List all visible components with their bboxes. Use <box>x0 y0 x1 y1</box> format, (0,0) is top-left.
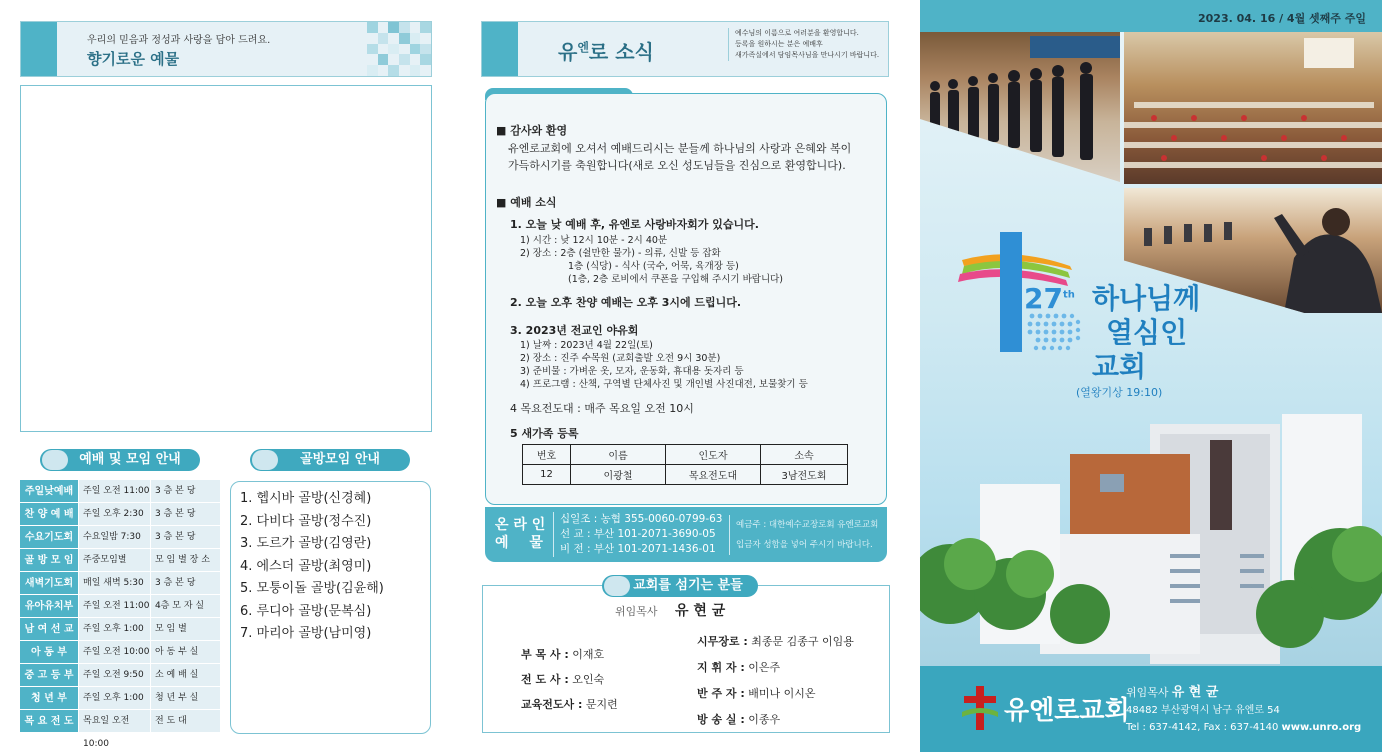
header-stripe <box>21 22 57 76</box>
church-building <box>920 384 1382 664</box>
account-holder: 예금주 : 대한예수교장로회 유엔로교회 입금자 성함을 넣어 주시기 바랍니다. <box>729 515 878 555</box>
offering-subtitle: 우리의 믿음과 정성과 사랑을 담아 드려요. <box>87 35 271 46</box>
service-date: 2023. 04. 16 / 4월 셋째주 주일 <box>1198 12 1366 25</box>
pill-dot <box>252 450 278 470</box>
church-name-logo: 유엔로교회 <box>1004 696 1130 726</box>
new-member-table <box>522 444 848 485</box>
schedule-row: 남 여 선 교 주일 오후 1:00 모 임 별 <box>20 618 220 641</box>
group-item: 4. 에스더 골방(최영미) <box>240 558 372 574</box>
servants-box: 위임목사 유 현 균 부 목 사 : 이재호 전 도 사 : 오인숙 교육전도사 : 문지련 시무장로 : 최종문 김종구 이임용 지 휘 자 : 이은주 반 주 자 : 배미나 이시온 방 송 실 : 이종우 <box>482 585 890 733</box>
servants-title-pill: 교회를 섬기는 분들 <box>602 575 758 597</box>
group-item: 2. 다비다 골방(정수진) <box>240 513 372 529</box>
congregation-photo <box>1124 32 1382 184</box>
groups-title-pill: 골방모임 안내 <box>250 449 410 471</box>
offering-title: 향기로운 예물 <box>87 50 180 68</box>
footer-info: 위임목사 유 현 균 48482 부산광역시 남구 유엔로 54 Tel : 637-4142, Fax : 637-4140 www.unro.org <box>1126 685 1362 733</box>
header-stripe <box>482 22 518 76</box>
group-item: 3. 도르가 골방(김영란) <box>240 536 372 551</box>
news-intro: 예수님의 이름으로 여러분을 환영합니다. 등록을 원하시는 분은 예배후 새가족실에서 담임목사님을 만나시기 바랍니다. <box>728 28 888 61</box>
slogan: 하나님께 열심인 교회 <box>1092 282 1201 383</box>
news-title: 유$^엔$로 소식 <box>558 40 654 64</box>
schedule-row: 유아유치부 주일 오전 11:00 4층 모 자 실 <box>20 595 220 618</box>
group-item: 5. 모퉁이돌 골방(김윤해) <box>240 581 384 596</box>
online-offering-bar <box>485 507 887 562</box>
group-item: 1. 헵시바 골방(신경혜) <box>240 491 372 506</box>
cover-panel <box>920 0 1382 752</box>
offering-box <box>20 85 432 432</box>
group-item: 7. 마리아 골방(남미영) <box>240 626 372 641</box>
bible-verse: (열왕기상 19:10) <box>1076 386 1163 399</box>
date-bar <box>920 0 1382 32</box>
offering-header <box>20 21 432 77</box>
schedule-row: 목 요 전 도 목요일 오전 10:00 전 도 대 <box>20 710 220 733</box>
group-item: 6. 루디아 골방(문복심) <box>240 603 372 619</box>
congregation-seats <box>1124 32 1382 184</box>
table-row: 12 이광철 목요전도대 3남전도회 <box>523 465 848 485</box>
cover-footer <box>920 666 1382 752</box>
schedule-title-pill: 예배 및 모임 안내 <box>40 449 200 471</box>
anniversary-number: 27th <box>1024 282 1075 315</box>
schedule-row: 청 년 부 주일 오후 1:00 청 년 부 실 <box>20 687 220 710</box>
groups-box <box>230 481 431 734</box>
schedule-row: 중 고 등 부 주일 오전 9:50 소 예 배 실 <box>20 664 220 687</box>
table-header-row: 번호 이름 인도자 소속 <box>523 445 848 465</box>
mosaic-decoration <box>367 22 431 76</box>
schedule-row: 수요기도회 수요일밤 7:30 3 층 본 당 <box>20 526 220 549</box>
church-logo-icon <box>962 686 998 730</box>
news-body: ■ 감사와 환영 유엔로교회에 오셔서 예배드리시는 분들께 하나님의 사랑과 은혜와 복이 가득하시기를 축원합니다(새로 오신 성도님들을 진심으로 환영합니다). ■ 예배 소식 1. 오늘 낮 예배 후, 유엔로 사랑바자회가 있습니다. 1) 시간 : 낮 12시 10분 - 2시 40분 2) 장소 : 2층 (쉴만한 물가) - 의류, 신발 등 잡화 1층 (식당) - 식사 (국수, 어묵, 육개장 등) (1층, 2층 로비에서 쿠폰을 구입해 주시기 바랍니다) 2. 오늘 오후 찬양 예배는 오후 3시에 드립니다. 3. 2023년 전교인 야유회 1) 날짜 : 2023년 4월 22일(토) 2) 장소 : 진주 수목원 (교회출발 오전 9시 30분) 3) 준비물 : 가벼운 옷, 모자, 운동화, 휴대용 돗자리 등 4) 프로그램 : 산책, 구역별 단체사진 및 개인별 사진대전, 보물찾기 등 4 목요전도대 : 매주 목요일 오전 10시 5 새가족 등록 <box>485 93 887 505</box>
schedule-row: 주일낮예배 주일 오전 11:00 3 층 본 당 <box>20 480 220 503</box>
schedule-row: 새벽기도회 매일 새벽 5:30 3 층 본 당 <box>20 572 220 595</box>
online-label: 온 라 인 예 물 <box>495 517 551 551</box>
schedule-table <box>20 480 220 749</box>
accounts: 십일조 : 농협 355-0060-0799-63 선 교 : 부산 101-2071-3690-05 비 전 : 부산 101-2071-1436-01 <box>553 512 722 557</box>
news-header <box>481 21 889 77</box>
schedule-row: 골 방 모 임 주중모임별 모 임 별 장 소 <box>20 549 220 572</box>
pill-dot <box>604 576 630 596</box>
schedule-row: 찬 양 예 배 주일 오후 2:30 3 층 본 당 <box>20 503 220 526</box>
schedule-row: 아 동 부 주일 오전 10:00 아 동 부 실 <box>20 641 220 664</box>
pill-dot <box>42 450 68 470</box>
